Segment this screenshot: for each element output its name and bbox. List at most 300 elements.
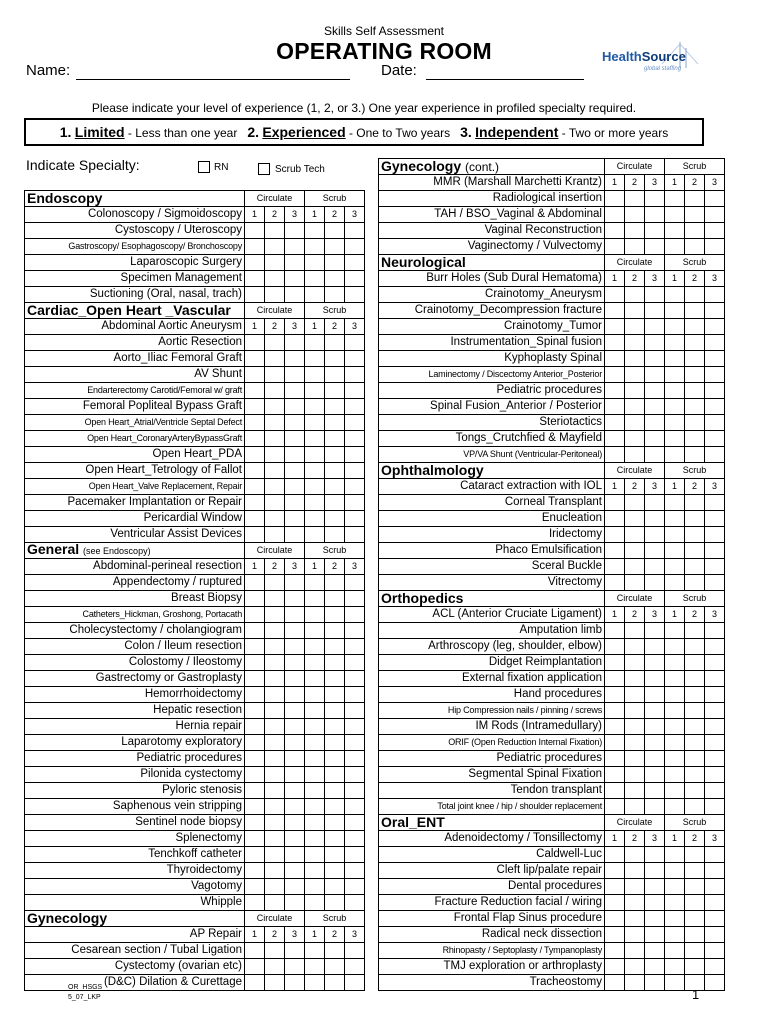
scrub-level-2-cell[interactable] <box>325 255 345 271</box>
circulate-level-1-cell[interactable]: 1 <box>245 927 265 943</box>
scrub-level-2-cell[interactable] <box>685 319 705 335</box>
scrub-level-2-cell[interactable] <box>325 799 345 815</box>
circulate-level-2-cell[interactable] <box>625 911 645 927</box>
circulate-level-1-cell[interactable] <box>245 335 265 351</box>
circulate-level-2-cell[interactable] <box>625 367 645 383</box>
circulate-level-2-cell[interactable] <box>265 895 285 911</box>
scrub-level-1-cell[interactable] <box>305 575 325 591</box>
scrub-level-2-cell[interactable]: 2 <box>685 479 705 495</box>
scrub-level-3-cell[interactable] <box>345 495 365 511</box>
scrub-level-2-cell[interactable] <box>325 367 345 383</box>
scrub-level-2-cell[interactable] <box>325 399 345 415</box>
scrub-level-3-cell[interactable] <box>345 831 365 847</box>
circulate-level-1-cell[interactable] <box>605 799 625 815</box>
scrub-level-1-cell[interactable] <box>305 479 325 495</box>
scrub-level-2-cell[interactable] <box>325 687 345 703</box>
circulate-level-2-cell[interactable] <box>265 575 285 591</box>
scrub-level-1-cell[interactable] <box>665 703 685 719</box>
scrub-level-1-cell[interactable] <box>665 303 685 319</box>
circulate-level-1-cell[interactable] <box>245 799 265 815</box>
scrub-level-1-cell[interactable] <box>305 863 325 879</box>
circulate-level-1-cell[interactable] <box>605 751 625 767</box>
circulate-level-1-cell[interactable] <box>605 431 625 447</box>
circulate-level-1-cell[interactable]: 1 <box>245 207 265 223</box>
scrub-level-1-cell[interactable] <box>305 959 325 975</box>
scrub-level-1-cell[interactable] <box>665 735 685 751</box>
circulate-level-3-cell[interactable] <box>285 287 305 303</box>
scrub-level-3-cell[interactable] <box>705 847 725 863</box>
scrub-level-2-cell[interactable]: 2 <box>685 175 705 191</box>
scrub-level-2-cell[interactable] <box>325 447 345 463</box>
scrub-level-1-cell[interactable] <box>665 335 685 351</box>
circulate-level-1-cell[interactable] <box>605 959 625 975</box>
circulate-level-3-cell[interactable] <box>645 207 665 223</box>
circulate-level-3-cell[interactable] <box>645 399 665 415</box>
circulate-level-1-cell[interactable] <box>605 655 625 671</box>
scrub-level-1-cell[interactable] <box>305 767 325 783</box>
circulate-level-2-cell[interactable]: 2 <box>265 927 285 943</box>
circulate-level-1-cell[interactable] <box>605 511 625 527</box>
scrub-level-1-cell[interactable] <box>305 623 325 639</box>
circulate-level-3-cell[interactable] <box>285 703 305 719</box>
circulate-level-2-cell[interactable] <box>265 335 285 351</box>
scrub-level-2-cell[interactable] <box>325 783 345 799</box>
circulate-level-1-cell[interactable] <box>245 847 265 863</box>
scrub-level-2-cell[interactable]: 2 <box>325 319 345 335</box>
circulate-level-2-cell[interactable] <box>625 783 645 799</box>
scrub-level-1-cell[interactable] <box>665 943 685 959</box>
circulate-level-1-cell[interactable] <box>245 863 265 879</box>
scrub-level-3-cell[interactable] <box>345 367 365 383</box>
circulate-level-2-cell[interactable] <box>265 943 285 959</box>
scrub-level-2-cell[interactable] <box>685 303 705 319</box>
circulate-level-1-cell[interactable]: 1 <box>605 607 625 623</box>
circulate-level-1-cell[interactable] <box>245 271 265 287</box>
circulate-level-1-cell[interactable]: 1 <box>605 479 625 495</box>
circulate-level-2-cell[interactable] <box>265 671 285 687</box>
scrub-level-2-cell[interactable]: 2 <box>325 559 345 575</box>
scrub-level-1-cell[interactable] <box>305 735 325 751</box>
scrub-level-3-cell[interactable] <box>345 719 365 735</box>
scrub-level-1-cell[interactable] <box>665 223 685 239</box>
circulate-level-1-cell[interactable] <box>245 607 265 623</box>
scrub-level-2-cell[interactable] <box>325 351 345 367</box>
circulate-level-1-cell[interactable] <box>605 735 625 751</box>
scrub-level-1-cell[interactable] <box>665 575 685 591</box>
scrub-level-1-cell[interactable] <box>665 447 685 463</box>
scrub-level-1-cell[interactable]: 1 <box>665 271 685 287</box>
circulate-level-1-cell[interactable] <box>245 479 265 495</box>
scrub-level-3-cell[interactable]: 3 <box>345 207 365 223</box>
circulate-level-1-cell[interactable] <box>245 943 265 959</box>
circulate-level-1-cell[interactable] <box>245 511 265 527</box>
circulate-level-2-cell[interactable] <box>625 639 645 655</box>
circulate-level-3-cell[interactable] <box>285 975 305 991</box>
circulate-level-3-cell[interactable] <box>645 559 665 575</box>
scrub-level-1-cell[interactable] <box>665 847 685 863</box>
scrub-level-3-cell[interactable] <box>345 751 365 767</box>
scrub-level-2-cell[interactable] <box>685 671 705 687</box>
circulate-level-2-cell[interactable] <box>265 879 285 895</box>
circulate-level-2-cell[interactable] <box>625 655 645 671</box>
scrub-level-1-cell[interactable] <box>665 431 685 447</box>
circulate-level-1-cell[interactable] <box>605 207 625 223</box>
circulate-level-2-cell[interactable] <box>625 415 645 431</box>
scrub-level-2-cell[interactable] <box>685 527 705 543</box>
scrub-level-3-cell[interactable] <box>345 479 365 495</box>
circulate-level-1-cell[interactable] <box>605 559 625 575</box>
circulate-level-2-cell[interactable] <box>265 751 285 767</box>
scrub-level-2-cell[interactable] <box>685 191 705 207</box>
circulate-level-3-cell[interactable]: 3 <box>645 175 665 191</box>
circulate-level-1-cell[interactable] <box>605 671 625 687</box>
scrub-level-2-cell[interactable] <box>685 895 705 911</box>
circulate-level-2-cell[interactable] <box>265 783 285 799</box>
scrub-level-2-cell[interactable] <box>685 351 705 367</box>
circulate-level-3-cell[interactable] <box>285 687 305 703</box>
scrub-level-2-cell[interactable] <box>325 671 345 687</box>
circulate-level-3-cell[interactable] <box>285 383 305 399</box>
scrub-level-1-cell[interactable] <box>665 495 685 511</box>
circulate-level-3-cell[interactable] <box>645 751 665 767</box>
scrub-level-2-cell[interactable] <box>325 895 345 911</box>
circulate-level-2-cell[interactable] <box>265 495 285 511</box>
circulate-level-2-cell[interactable] <box>265 767 285 783</box>
circulate-level-1-cell[interactable] <box>245 703 265 719</box>
scrub-level-3-cell[interactable] <box>705 223 725 239</box>
circulate-level-1-cell[interactable] <box>605 879 625 895</box>
circulate-level-1-cell[interactable] <box>245 959 265 975</box>
circulate-level-3-cell[interactable] <box>285 671 305 687</box>
scrub-level-2-cell[interactable] <box>685 495 705 511</box>
scrub-level-1-cell[interactable] <box>665 959 685 975</box>
circulate-level-2-cell[interactable] <box>265 975 285 991</box>
circulate-level-3-cell[interactable] <box>285 415 305 431</box>
circulate-level-3-cell[interactable] <box>285 847 305 863</box>
scrub-level-1-cell[interactable] <box>665 767 685 783</box>
circulate-level-3-cell[interactable] <box>285 255 305 271</box>
circulate-level-2-cell[interactable] <box>625 735 645 751</box>
circulate-level-3-cell[interactable] <box>285 367 305 383</box>
circulate-level-2-cell[interactable] <box>625 351 645 367</box>
circulate-level-1-cell[interactable] <box>605 191 625 207</box>
circulate-level-3-cell[interactable]: 3 <box>285 559 305 575</box>
scrub-level-3-cell[interactable]: 3 <box>345 559 365 575</box>
scrub-level-2-cell[interactable] <box>685 863 705 879</box>
circulate-level-2-cell[interactable] <box>265 383 285 399</box>
scrub-level-1-cell[interactable] <box>305 335 325 351</box>
scrub-level-3-cell[interactable] <box>345 591 365 607</box>
circulate-level-3-cell[interactable]: 3 <box>285 319 305 335</box>
circulate-level-2-cell[interactable]: 2 <box>625 479 645 495</box>
circulate-level-3-cell[interactable] <box>285 271 305 287</box>
scrub-level-3-cell[interactable] <box>705 415 725 431</box>
scrub-level-2-cell[interactable] <box>325 415 345 431</box>
circulate-level-1-cell[interactable] <box>605 943 625 959</box>
scrub-level-1-cell[interactable] <box>665 239 685 255</box>
circulate-level-1-cell[interactable] <box>245 751 265 767</box>
circulate-level-1-cell[interactable] <box>605 303 625 319</box>
scrub-level-2-cell[interactable] <box>325 863 345 879</box>
scrub-level-3-cell[interactable] <box>705 895 725 911</box>
scrub-level-3-cell[interactable] <box>705 735 725 751</box>
circulate-level-2-cell[interactable] <box>625 383 645 399</box>
scrub-level-3-cell[interactable] <box>345 943 365 959</box>
circulate-level-2-cell[interactable] <box>265 415 285 431</box>
scrub-level-2-cell[interactable] <box>325 975 345 991</box>
scrub-level-2-cell[interactable] <box>685 431 705 447</box>
scrub-level-3-cell[interactable] <box>705 559 725 575</box>
circulate-level-3-cell[interactable] <box>285 495 305 511</box>
scrub-level-3-cell[interactable] <box>345 351 365 367</box>
scrub-level-3-cell[interactable] <box>345 271 365 287</box>
scrub-level-2-cell[interactable] <box>685 335 705 351</box>
circulate-level-1-cell[interactable] <box>605 719 625 735</box>
scrub-level-3-cell[interactable] <box>705 959 725 975</box>
circulate-level-2-cell[interactable] <box>265 623 285 639</box>
circulate-level-3-cell[interactable] <box>645 927 665 943</box>
circulate-level-3-cell[interactable] <box>285 447 305 463</box>
circulate-level-1-cell[interactable] <box>245 399 265 415</box>
circulate-level-1-cell[interactable] <box>605 543 625 559</box>
circulate-level-3-cell[interactable] <box>285 591 305 607</box>
rn-checkbox[interactable] <box>198 161 210 173</box>
scrub-level-1-cell[interactable] <box>305 399 325 415</box>
circulate-level-2-cell[interactable] <box>265 431 285 447</box>
circulate-level-1-cell[interactable] <box>605 415 625 431</box>
circulate-level-1-cell[interactable] <box>245 815 265 831</box>
circulate-level-2-cell[interactable] <box>625 319 645 335</box>
circulate-level-3-cell[interactable] <box>285 351 305 367</box>
circulate-level-3-cell[interactable] <box>285 943 305 959</box>
scrub-level-2-cell[interactable] <box>685 735 705 751</box>
scrub-level-1-cell[interactable] <box>305 847 325 863</box>
circulate-level-3-cell[interactable] <box>645 303 665 319</box>
scrub-level-1-cell[interactable] <box>665 399 685 415</box>
circulate-level-2-cell[interactable] <box>625 303 645 319</box>
circulate-level-1-cell[interactable] <box>245 415 265 431</box>
scrub-level-2-cell[interactable] <box>325 815 345 831</box>
scrub-level-1-cell[interactable] <box>305 687 325 703</box>
circulate-level-2-cell[interactable] <box>265 271 285 287</box>
circulate-level-3-cell[interactable] <box>645 191 665 207</box>
circulate-level-3-cell[interactable]: 3 <box>645 479 665 495</box>
scrub-level-1-cell[interactable] <box>665 543 685 559</box>
scrub-level-1-cell[interactable] <box>305 655 325 671</box>
scrub-level-3-cell[interactable] <box>705 879 725 895</box>
scrub-level-2-cell[interactable] <box>685 399 705 415</box>
scrub-level-2-cell[interactable] <box>325 751 345 767</box>
scrub-level-3-cell[interactable]: 3 <box>705 607 725 623</box>
circulate-level-2-cell[interactable] <box>625 943 645 959</box>
circulate-level-3-cell[interactable] <box>645 943 665 959</box>
scrub-level-2-cell[interactable] <box>685 447 705 463</box>
scrub-level-1-cell[interactable] <box>305 431 325 447</box>
circulate-level-3-cell[interactable] <box>285 879 305 895</box>
scrub-level-3-cell[interactable] <box>705 303 725 319</box>
circulate-level-2-cell[interactable] <box>625 239 645 255</box>
scrub-level-3-cell[interactable] <box>705 911 725 927</box>
scrub-level-2-cell[interactable] <box>325 703 345 719</box>
scrub-level-1-cell[interactable] <box>305 223 325 239</box>
scrub-level-3-cell[interactable] <box>345 671 365 687</box>
scrub-level-3-cell[interactable] <box>705 799 725 815</box>
circulate-level-1-cell[interactable]: 1 <box>245 559 265 575</box>
circulate-level-3-cell[interactable] <box>285 335 305 351</box>
scrub-level-3-cell[interactable] <box>705 239 725 255</box>
scrub-level-2-cell[interactable] <box>685 783 705 799</box>
circulate-level-3-cell[interactable] <box>645 495 665 511</box>
circulate-level-1-cell[interactable] <box>605 399 625 415</box>
scrub-level-3-cell[interactable] <box>705 207 725 223</box>
scrub-level-2-cell[interactable] <box>325 335 345 351</box>
scrub-level-2-cell[interactable] <box>685 287 705 303</box>
circulate-level-2-cell[interactable] <box>625 975 645 991</box>
circulate-level-3-cell[interactable] <box>285 479 305 495</box>
circulate-level-3-cell[interactable] <box>285 815 305 831</box>
scrub-level-1-cell[interactable]: 1 <box>665 479 685 495</box>
circulate-level-3-cell[interactable]: 3 <box>285 927 305 943</box>
circulate-level-2-cell[interactable] <box>625 559 645 575</box>
circulate-level-3-cell[interactable] <box>645 287 665 303</box>
scrub-level-2-cell[interactable] <box>325 511 345 527</box>
scrub-level-3-cell[interactable] <box>345 863 365 879</box>
scrub-level-1-cell[interactable] <box>305 831 325 847</box>
scrub-level-2-cell[interactable] <box>325 831 345 847</box>
scrub-level-2-cell[interactable] <box>685 415 705 431</box>
scrub-level-3-cell[interactable] <box>705 431 725 447</box>
circulate-level-2-cell[interactable] <box>265 655 285 671</box>
scrub-level-2-cell[interactable] <box>685 927 705 943</box>
circulate-level-1-cell[interactable] <box>605 383 625 399</box>
scrub-level-1-cell[interactable] <box>665 655 685 671</box>
scrub-level-3-cell[interactable]: 3 <box>345 927 365 943</box>
circulate-level-1-cell[interactable] <box>245 975 265 991</box>
circulate-level-2-cell[interactable]: 2 <box>625 607 645 623</box>
circulate-level-2-cell[interactable] <box>265 831 285 847</box>
scrub-level-1-cell[interactable] <box>665 639 685 655</box>
circulate-level-2-cell[interactable] <box>625 399 645 415</box>
circulate-level-1-cell[interactable] <box>245 623 265 639</box>
scrub-level-2-cell[interactable] <box>325 527 345 543</box>
scrub-level-3-cell[interactable] <box>705 543 725 559</box>
circulate-level-3-cell[interactable] <box>285 607 305 623</box>
scrub-level-3-cell[interactable] <box>705 287 725 303</box>
circulate-level-1-cell[interactable] <box>605 767 625 783</box>
circulate-level-2-cell[interactable] <box>625 863 645 879</box>
scrub-level-1-cell[interactable] <box>665 671 685 687</box>
circulate-level-1-cell[interactable]: 1 <box>605 831 625 847</box>
scrub-level-2-cell[interactable] <box>685 911 705 927</box>
scrub-level-1-cell[interactable] <box>305 351 325 367</box>
circulate-level-3-cell[interactable] <box>285 799 305 815</box>
scrub-level-3-cell[interactable] <box>345 335 365 351</box>
circulate-level-2-cell[interactable]: 2 <box>265 319 285 335</box>
circulate-level-3-cell[interactable] <box>285 511 305 527</box>
scrub-level-1-cell[interactable] <box>665 879 685 895</box>
scrub-level-1-cell[interactable] <box>305 415 325 431</box>
circulate-level-3-cell[interactable] <box>645 623 665 639</box>
scrub-level-2-cell[interactable] <box>685 655 705 671</box>
circulate-level-3-cell[interactable] <box>285 399 305 415</box>
circulate-level-2-cell[interactable] <box>625 671 645 687</box>
circulate-level-3-cell[interactable] <box>285 463 305 479</box>
circulate-level-3-cell[interactable] <box>645 863 665 879</box>
scrub-level-3-cell[interactable] <box>345 655 365 671</box>
circulate-level-3-cell[interactable] <box>285 527 305 543</box>
scrub-level-3-cell[interactable] <box>705 703 725 719</box>
scrub-level-3-cell[interactable] <box>705 367 725 383</box>
circulate-level-1-cell[interactable] <box>605 575 625 591</box>
circulate-level-1-cell[interactable] <box>245 367 265 383</box>
circulate-level-1-cell[interactable]: 1 <box>605 175 625 191</box>
circulate-level-2-cell[interactable] <box>265 239 285 255</box>
scrub-level-3-cell[interactable] <box>705 399 725 415</box>
scrub-level-2-cell[interactable] <box>685 767 705 783</box>
circulate-level-1-cell[interactable]: 1 <box>245 319 265 335</box>
circulate-level-2-cell[interactable] <box>625 847 645 863</box>
circulate-level-2-cell[interactable]: 2 <box>265 559 285 575</box>
circulate-level-3-cell[interactable] <box>285 655 305 671</box>
circulate-level-1-cell[interactable] <box>245 879 265 895</box>
circulate-level-1-cell[interactable] <box>605 351 625 367</box>
scrub-level-1-cell[interactable] <box>665 863 685 879</box>
circulate-level-2-cell[interactable] <box>625 431 645 447</box>
scrub-level-3-cell[interactable] <box>345 639 365 655</box>
circulate-level-1-cell[interactable] <box>245 463 265 479</box>
scrub-level-2-cell[interactable] <box>685 575 705 591</box>
scrub-level-3-cell[interactable] <box>345 527 365 543</box>
circulate-level-3-cell[interactable] <box>645 335 665 351</box>
circulate-level-1-cell[interactable] <box>245 767 265 783</box>
circulate-level-2-cell[interactable] <box>265 479 285 495</box>
scrub-level-2-cell[interactable] <box>325 655 345 671</box>
scrub-level-2-cell[interactable] <box>325 639 345 655</box>
circulate-level-2-cell[interactable] <box>265 607 285 623</box>
circulate-level-2-cell[interactable] <box>265 847 285 863</box>
circulate-level-3-cell[interactable] <box>285 735 305 751</box>
scrub-level-2-cell[interactable]: 2 <box>685 831 705 847</box>
circulate-level-3-cell[interactable] <box>645 367 665 383</box>
circulate-level-2-cell[interactable] <box>265 223 285 239</box>
scrub-level-2-cell[interactable] <box>685 559 705 575</box>
scrub-level-3-cell[interactable] <box>705 783 725 799</box>
circulate-level-2-cell[interactable] <box>625 703 645 719</box>
circulate-level-2-cell[interactable] <box>625 879 645 895</box>
scrub-level-2-cell[interactable] <box>325 943 345 959</box>
scrub-level-1-cell[interactable] <box>305 895 325 911</box>
circulate-level-1-cell[interactable] <box>245 655 265 671</box>
scrub-level-1-cell[interactable]: 1 <box>305 319 325 335</box>
scrub-level-1-cell[interactable] <box>665 559 685 575</box>
scrub-level-1-cell[interactable] <box>305 463 325 479</box>
circulate-level-2-cell[interactable] <box>265 815 285 831</box>
circulate-level-1-cell[interactable] <box>245 831 265 847</box>
scrub-level-1-cell[interactable] <box>665 367 685 383</box>
scrub-level-2-cell[interactable]: 2 <box>685 607 705 623</box>
circulate-level-2-cell[interactable] <box>265 447 285 463</box>
scrub-level-1-cell[interactable] <box>665 751 685 767</box>
scrub-level-3-cell[interactable] <box>345 847 365 863</box>
scrub-level-1-cell[interactable]: 1 <box>305 207 325 223</box>
scrub-level-1-cell[interactable] <box>305 239 325 255</box>
scrub-level-2-cell[interactable] <box>325 495 345 511</box>
scrub-level-1-cell[interactable] <box>305 447 325 463</box>
circulate-level-3-cell[interactable] <box>285 959 305 975</box>
scrub-level-1-cell[interactable] <box>305 383 325 399</box>
scrub-level-2-cell[interactable] <box>325 431 345 447</box>
date-field[interactable] <box>426 79 584 80</box>
